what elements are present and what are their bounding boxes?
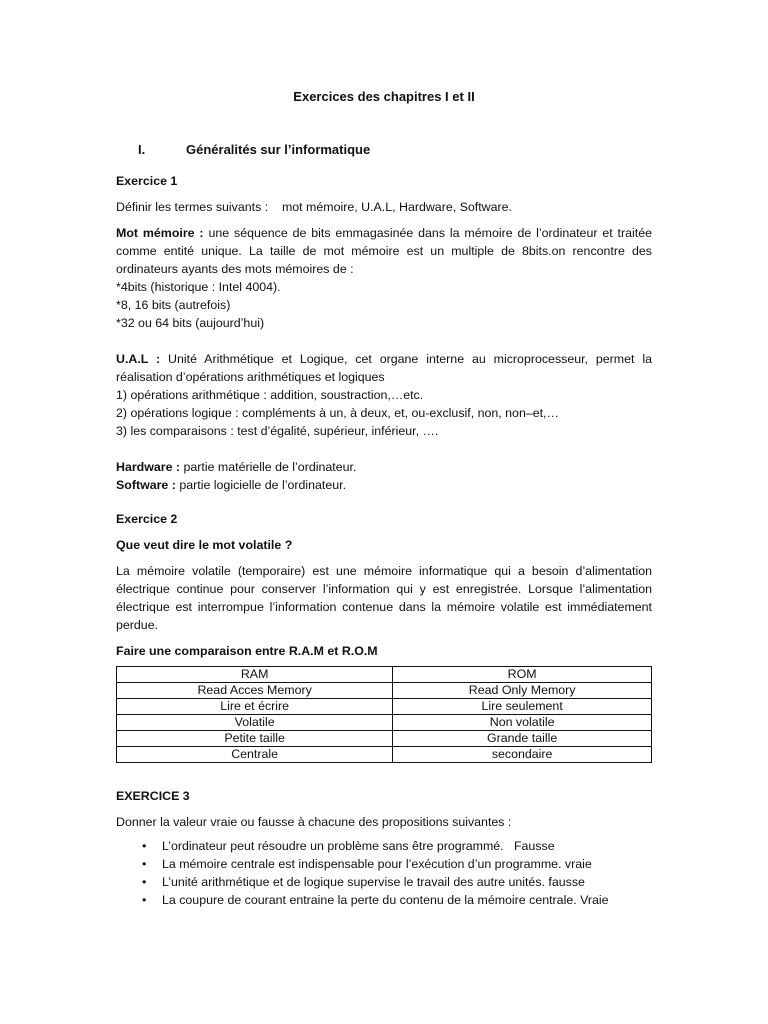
mot-memoire-term: Mot mémoire : (116, 226, 204, 240)
table-cell: Petite taille (117, 731, 393, 747)
software-definition (116, 476, 652, 494)
list-item (142, 873, 652, 891)
table-row (117, 747, 652, 763)
table-cell: Centrale (117, 747, 393, 763)
section-label: Généralités sur l’informatique (186, 142, 371, 157)
table-header-row (117, 667, 652, 683)
exercise-3-heading: EXERCICE 3 (116, 789, 190, 803)
software-text: partie logicielle de l’ordinateur. (175, 478, 347, 492)
ual-item: 3) les comparaisons : test d’égalité, supérieur, inférieur, …. (116, 424, 439, 438)
ual-definition (116, 350, 652, 386)
table-cell: Read Only Memory (393, 683, 652, 699)
bullet-icon: • (142, 857, 147, 871)
exercise-2-heading: Exercice 2 (116, 512, 178, 526)
mot-item: *8, 16 bits (autrefois) (116, 298, 231, 312)
table-cell: Read Acces Memory (117, 683, 393, 699)
mot-item: *32 ou 64 bits (aujourd’hui) (116, 316, 265, 330)
table-cell: Volatile (117, 715, 393, 731)
table-header-cell: RAM (117, 667, 393, 683)
hardware-definition (116, 458, 652, 476)
bullet-icon: • (142, 875, 147, 889)
section-number: I. (138, 142, 146, 157)
table-row (117, 699, 652, 715)
table-row (117, 683, 652, 699)
table-header-cell: ROM (393, 667, 652, 683)
list-item (142, 855, 652, 873)
table-row (117, 715, 652, 731)
exercise-1-heading: Exercice 1 (116, 174, 178, 188)
proposition-text: L’unité arithmétique et de logique supervise le travail des autre unités. fausse (162, 875, 585, 889)
page-title: Exercices des chapitres I et II (293, 89, 475, 104)
volatile-question: Que veut dire le mot volatile ? (116, 538, 293, 552)
hardware-text: partie matérielle de l’ordinateur. (180, 460, 357, 474)
ram-rom-table (116, 666, 652, 763)
comparison-heading: Faire une comparaison entre R.A.M et R.O.M (116, 644, 378, 658)
mot-item: *4bits (historique : Intel 4004). (116, 280, 281, 294)
table-cell: Lire et écrire (117, 699, 393, 715)
exercise-3-prompt: Donner la valeur vraie ou fausse à chacune des propositions suivantes : (116, 815, 512, 829)
list-item (142, 891, 652, 909)
table-cell: Non volatile (393, 715, 652, 731)
proposition-text: L’ordinateur peut résoudre un problème sans être programmé. Fausse (162, 839, 555, 853)
document-body (116, 141, 652, 909)
ual-item: 2) opérations logique : compléments à un, à deux, et, ou-exclusif, non, non–et,… (116, 406, 559, 420)
propositions-list (116, 837, 652, 909)
list-item (142, 837, 652, 855)
hardware-term: Hardware : (116, 460, 181, 474)
bullet-icon: • (142, 893, 147, 907)
mot-memoire-definition (116, 224, 652, 278)
section-heading (138, 141, 652, 159)
bullet-icon: • (142, 839, 147, 853)
ual-text: Unité Arithmétique et Logique, cet organe interne au microprocesseur, permet la réalisation d’opérations arithmétiques et logiques (116, 352, 652, 384)
ual-item: 1) opérations arithmétique : addition, soustraction,…etc. (116, 388, 424, 402)
table-cell: Grande taille (393, 731, 652, 747)
table-cell: Lire seulement (393, 699, 652, 715)
exercise-1-prompt: Définir les termes suivants : mot mémoire, U.A.L, Hardware, Software. (116, 200, 512, 214)
ual-term: U.A.L : (116, 352, 161, 366)
proposition-text: La coupure de courant entraine la perte du contenu de la mémoire centrale. Vraie (162, 893, 609, 907)
table-cell: secondaire (393, 747, 652, 763)
proposition-text: La mémoire centrale est indispensable pour l’exécution d’un programme. vraie (162, 857, 592, 871)
volatile-answer: La mémoire volatile (temporaire) est une mémoire informatique qui a besoin d’alimentation électrique continue pour conserver l’information qui y est enregistrée. Lorsque l’alimentation électrique est interrompue l’information contenue dans la mémoire volatile est immédiatement perdue. (116, 564, 652, 632)
table-row (117, 731, 652, 747)
mot-memoire-text: une séquence de bits emmagasinée dans la mémoire de l’ordinateur et traitée comme entité unique. La taille de mot mémoire est un multiple de 8bits.on rencontre des ordinateurs ayants des mots mémoires de : (116, 226, 652, 276)
software-term: Software : (116, 478, 176, 492)
